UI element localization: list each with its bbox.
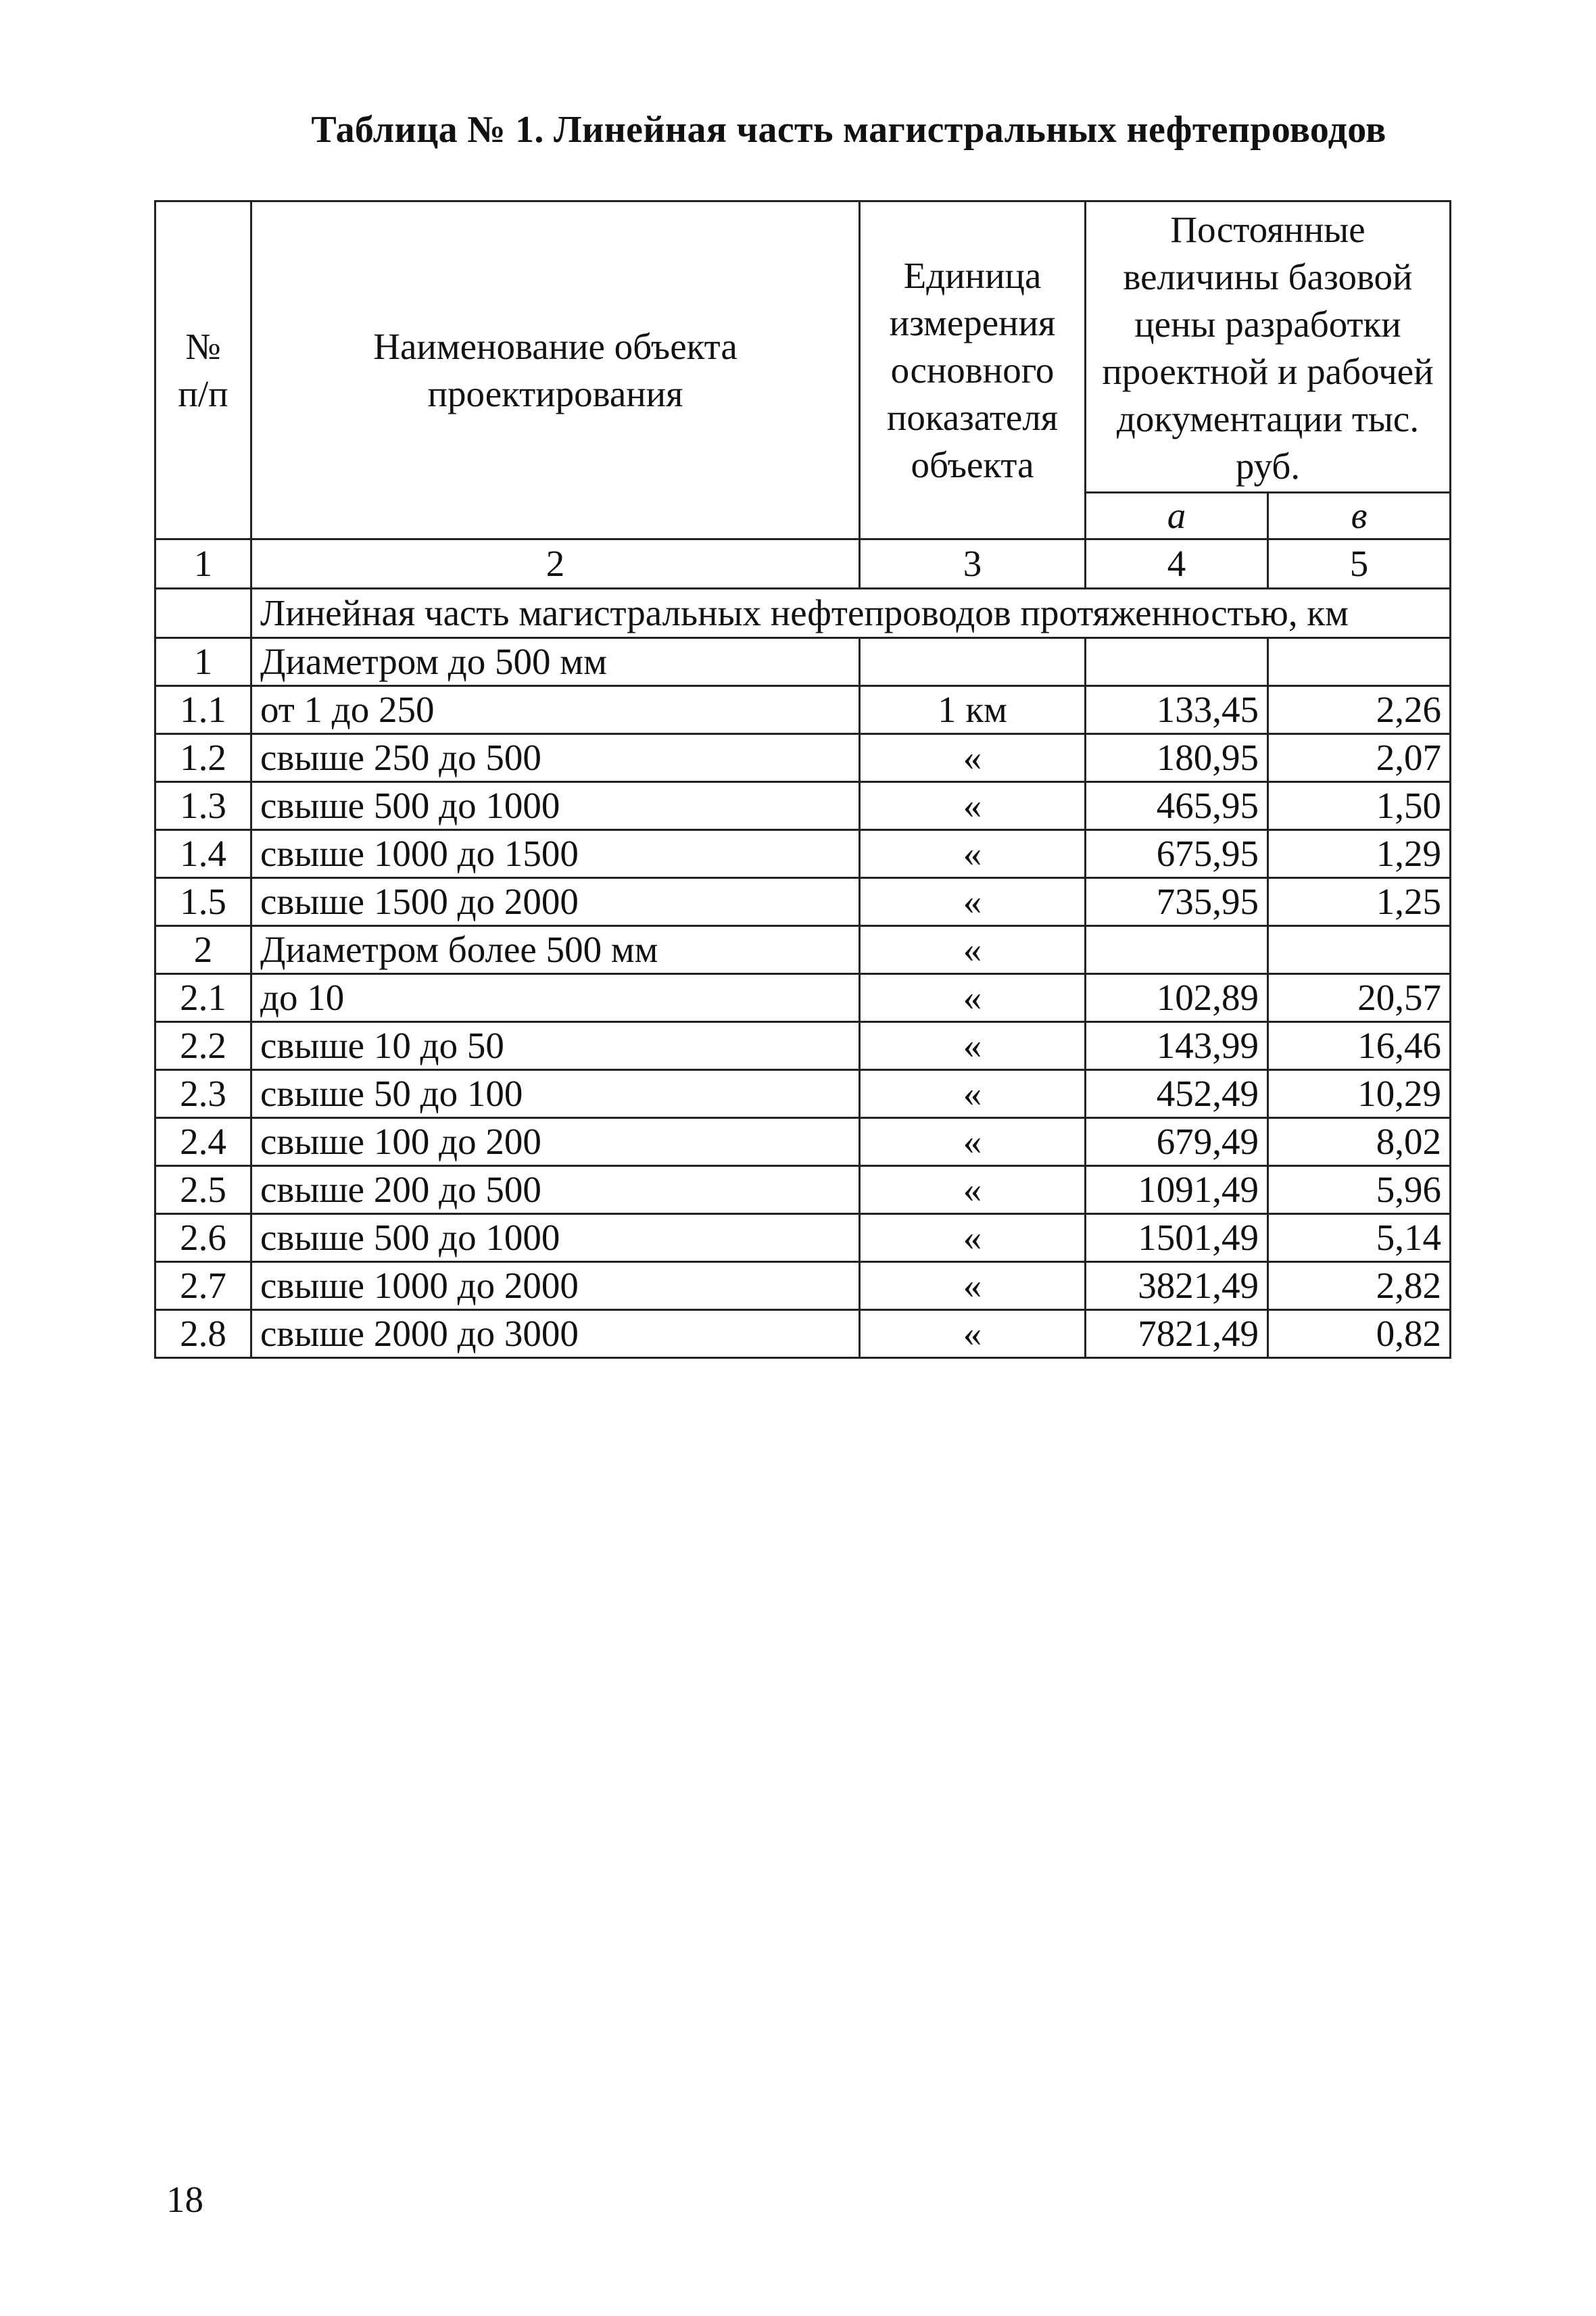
row-value-a: 133,45 xyxy=(1086,686,1268,734)
header-num: № п/п xyxy=(155,201,251,539)
row-number: 2.7 xyxy=(155,1262,251,1310)
row-value-a xyxy=(1086,926,1268,974)
row-value-a: 7821,49 xyxy=(1086,1310,1268,1358)
row-number: 1.5 xyxy=(155,878,251,926)
section-empty-cell xyxy=(155,589,251,638)
table-row xyxy=(155,686,1451,734)
header-name: Наименование объекта проектирования xyxy=(251,201,860,539)
table-row xyxy=(155,1262,1451,1310)
row-unit: 1 км xyxy=(860,686,1086,734)
row-unit: « xyxy=(860,1166,1086,1214)
row-number: 1.4 xyxy=(155,830,251,878)
row-value-b xyxy=(1268,926,1451,974)
row-number: 2.8 xyxy=(155,1310,251,1358)
row-number: 1.3 xyxy=(155,782,251,830)
row-number: 1 xyxy=(155,638,251,686)
row-unit: « xyxy=(860,1310,1086,1358)
row-number: 1.1 xyxy=(155,686,251,734)
row-value-b: 20,57 xyxy=(1268,974,1451,1022)
table-row xyxy=(155,926,1451,974)
row-name: свыше 1000 до 2000 xyxy=(251,1262,860,1310)
section-title: Линейная часть магистральных нефтепроводов протяженностью, км xyxy=(251,589,1451,638)
row-name: Диаметром до 500 мм xyxy=(251,638,860,686)
row-name: свыше 10 до 50 xyxy=(251,1022,860,1070)
row-number: 2.4 xyxy=(155,1118,251,1166)
header-sub-a: а xyxy=(1086,493,1268,539)
table-row xyxy=(155,1166,1451,1214)
row-value-b: 5,96 xyxy=(1268,1166,1451,1214)
row-value-b: 2,26 xyxy=(1268,686,1451,734)
table-row xyxy=(155,974,1451,1022)
header-price: Постоянные величины базовой цены разработки проектной и рабочей документации тыс. руб. xyxy=(1086,201,1451,493)
row-unit: « xyxy=(860,734,1086,782)
row-number: 2.5 xyxy=(155,1166,251,1214)
row-unit: « xyxy=(860,830,1086,878)
row-value-a: 679,49 xyxy=(1086,1118,1268,1166)
row-value-a: 143,99 xyxy=(1086,1022,1268,1070)
row-value-b: 1,50 xyxy=(1268,782,1451,830)
column-number: 5 xyxy=(1268,539,1451,589)
row-value-b: 1,29 xyxy=(1268,830,1451,878)
row-number: 2.6 xyxy=(155,1214,251,1262)
row-unit: « xyxy=(860,1262,1086,1310)
table-row xyxy=(155,734,1451,782)
table-title: Таблица № 1. Линейная часть магистральных нефтепроводов xyxy=(311,109,1386,151)
column-number: 2 xyxy=(251,539,860,589)
table-row xyxy=(155,1070,1451,1118)
row-value-b: 2,82 xyxy=(1268,1262,1451,1310)
row-value-a: 1091,49 xyxy=(1086,1166,1268,1214)
row-value-a: 465,95 xyxy=(1086,782,1268,830)
row-name: свыше 2000 до 3000 xyxy=(251,1310,860,1358)
table-row xyxy=(155,1022,1451,1070)
row-name: свыше 50 до 100 xyxy=(251,1070,860,1118)
row-value-a: 675,95 xyxy=(1086,830,1268,878)
row-unit: « xyxy=(860,1118,1086,1166)
row-name: свыше 1000 до 1500 xyxy=(251,830,860,878)
row-value-b: 8,02 xyxy=(1268,1118,1451,1166)
table-row xyxy=(155,638,1451,686)
row-value-a: 452,49 xyxy=(1086,1070,1268,1118)
row-unit: « xyxy=(860,1022,1086,1070)
row-value-a: 180,95 xyxy=(1086,734,1268,782)
column-numbers-row xyxy=(155,539,1451,589)
row-value-a: 3821,49 xyxy=(1086,1262,1268,1310)
header-unit: Единица измерения основного показателя объекта xyxy=(860,201,1086,539)
row-name: свыше 100 до 200 xyxy=(251,1118,860,1166)
table-row xyxy=(155,1310,1451,1358)
row-number: 2.1 xyxy=(155,974,251,1022)
row-name: свыше 500 до 1000 xyxy=(251,782,860,830)
header-sub-b: в xyxy=(1268,493,1451,539)
row-name: до 10 xyxy=(251,974,860,1022)
column-number: 3 xyxy=(860,539,1086,589)
section-row xyxy=(155,589,1451,638)
column-number: 4 xyxy=(1086,539,1268,589)
row-value-a xyxy=(1086,638,1268,686)
row-number: 2 xyxy=(155,926,251,974)
row-unit: « xyxy=(860,782,1086,830)
row-value-a: 102,89 xyxy=(1086,974,1268,1022)
row-name: от 1 до 250 xyxy=(251,686,860,734)
row-unit: « xyxy=(860,926,1086,974)
row-value-b: 1,25 xyxy=(1268,878,1451,926)
table-row xyxy=(155,878,1451,926)
data-table xyxy=(154,200,1451,1359)
row-value-a: 1501,49 xyxy=(1086,1214,1268,1262)
row-name: свыше 250 до 500 xyxy=(251,734,860,782)
row-unit: « xyxy=(860,878,1086,926)
row-name: Диаметром более 500 мм xyxy=(251,926,860,974)
row-value-b: 16,46 xyxy=(1268,1022,1451,1070)
row-name: свыше 1500 до 2000 xyxy=(251,878,860,926)
row-value-b: 10,29 xyxy=(1268,1070,1451,1118)
row-unit xyxy=(860,638,1086,686)
row-number: 2.3 xyxy=(155,1070,251,1118)
page-number: 18 xyxy=(166,2179,203,2220)
column-number: 1 xyxy=(155,539,251,589)
table-row xyxy=(155,782,1451,830)
row-unit: « xyxy=(860,1214,1086,1262)
row-name: свыше 500 до 1000 xyxy=(251,1214,860,1262)
table-row xyxy=(155,830,1451,878)
row-value-b xyxy=(1268,638,1451,686)
row-value-a: 735,95 xyxy=(1086,878,1268,926)
row-unit: « xyxy=(860,974,1086,1022)
row-name: свыше 200 до 500 xyxy=(251,1166,860,1214)
table-row xyxy=(155,1214,1451,1262)
row-number: 2.2 xyxy=(155,1022,251,1070)
row-value-b: 0,82 xyxy=(1268,1310,1451,1358)
row-unit: « xyxy=(860,1070,1086,1118)
row-number: 1.2 xyxy=(155,734,251,782)
row-value-b: 5,14 xyxy=(1268,1214,1451,1262)
row-value-b: 2,07 xyxy=(1268,734,1451,782)
table-row xyxy=(155,1118,1451,1166)
